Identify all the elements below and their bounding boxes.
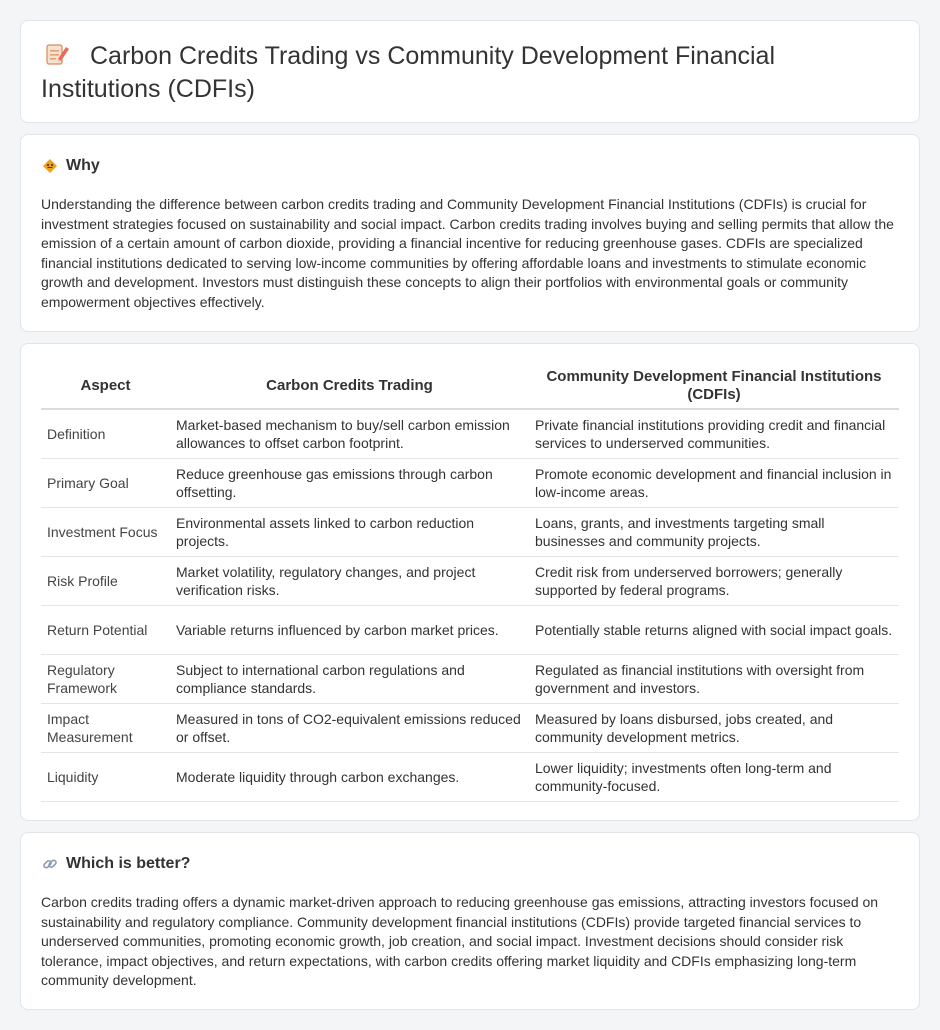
row-carbon: Measured in tons of CO2-equivalent emissions reduced or offset. (170, 704, 529, 753)
link-icon (41, 855, 59, 873)
row-aspect: Risk Profile (41, 557, 170, 606)
header-carbon-credits: Carbon Credits Trading (170, 364, 529, 409)
memo-pencil-icon (44, 41, 74, 74)
row-carbon: Market volatility, regulatory changes, and project verification risks. (170, 557, 529, 606)
better-paragraph: Carbon credits trading offers a dynamic market-driven approach to reducing greenhouse gas emissions, attracting investors focused on sustainability and regulatory compliance. Community development financial institutions (CDFIs) provide targeted financial services to underserved communities, promoting economic growth, job creation, and social impact. Investment decisions should consider risk tolerance, impact objectives, and return expectations, with carbon credits offering market liquidity and CDFIs emphasizing long-term community development. (41, 894, 879, 988)
row-carbon: Moderate liquidity through carbon exchanges. (170, 753, 529, 802)
comparison-card (20, 343, 920, 821)
why-section (20, 134, 920, 332)
header-cdfis: Community Development Financial Institutions (CDFIs) (529, 364, 899, 409)
table-row (41, 753, 899, 802)
page-title-text: Carbon Credits Trading vs Community Development Financial Institutions (CDFIs) (41, 42, 776, 103)
title-card (20, 20, 920, 123)
row-aspect: Liquidity (41, 753, 170, 802)
which-is-better-section (20, 832, 920, 1010)
table-row (41, 704, 899, 753)
better-heading-row (41, 853, 899, 875)
row-aspect: Impact Measurement (41, 704, 170, 753)
row-cdfi: Potentially stable returns aligned with social impact goals. (529, 606, 899, 655)
table-row (41, 459, 899, 508)
row-cdfi: Credit risk from underserved borrowers; generally supported by federal programs. (529, 557, 899, 606)
row-cdfi: Private financial institutions providing credit and financial services to underserved communities. (529, 409, 899, 459)
row-cdfi: Measured by loans disbursed, jobs created, and community development metrics. (529, 704, 899, 753)
row-aspect: Primary Goal (41, 459, 170, 508)
header-aspect: Aspect (41, 364, 170, 409)
row-aspect: Investment Focus (41, 508, 170, 557)
comparison-table (41, 364, 899, 802)
table-row (41, 508, 899, 557)
table-header-row (41, 364, 899, 409)
row-cdfi: Loans, grants, and investments targeting small businesses and community projects. (529, 508, 899, 557)
row-aspect: Definition (41, 409, 170, 459)
why-heading-row (41, 155, 899, 177)
table-row (41, 557, 899, 606)
row-aspect: Return Potential (41, 606, 170, 655)
row-carbon: Subject to international carbon regulations and compliance standards. (170, 655, 529, 704)
row-cdfi: Promote economic development and financial inclusion in low-income areas. (529, 459, 899, 508)
better-heading: Which is better? (66, 855, 191, 872)
row-carbon: Market-based mechanism to buy/sell carbon emission allowances to offset carbon footprint. (170, 409, 529, 459)
row-cdfi: Lower liquidity; investments often long-term and community-focused. (529, 753, 899, 802)
row-carbon: Environmental assets linked to carbon reduction projects. (170, 508, 529, 557)
why-heading: Why (66, 157, 100, 174)
page-title (41, 41, 899, 104)
table-row (41, 409, 899, 459)
table-row (41, 655, 899, 704)
row-carbon: Variable returns influenced by carbon market prices. (170, 606, 529, 655)
row-aspect: Regulatory Framework (41, 655, 170, 704)
diamond-sign-icon (41, 157, 59, 175)
table-row (41, 606, 899, 655)
row-carbon: Reduce greenhouse gas emissions through carbon offsetting. (170, 459, 529, 508)
why-paragraph: Understanding the difference between carbon credits trading and Community Development Financial Institutions (CDFIs) is crucial for investment strategies focused on sustainability and social impact. Carbon credits trading involves buying and selling permits that allow the emission of a certain amount of carbon dioxide, providing a financial incentive for reducing greenhouse gases. CDFIs are specialized financial institutions dedicated to serving low-income communities by offering affordable loans and investments to stimulate economic growth and development. Investors must distinguish these concepts to align their portfolios with environmental goals or community empowerment objectives effectively. (41, 196, 894, 310)
row-cdfi: Regulated as financial institutions with oversight from government and investors. (529, 655, 899, 704)
